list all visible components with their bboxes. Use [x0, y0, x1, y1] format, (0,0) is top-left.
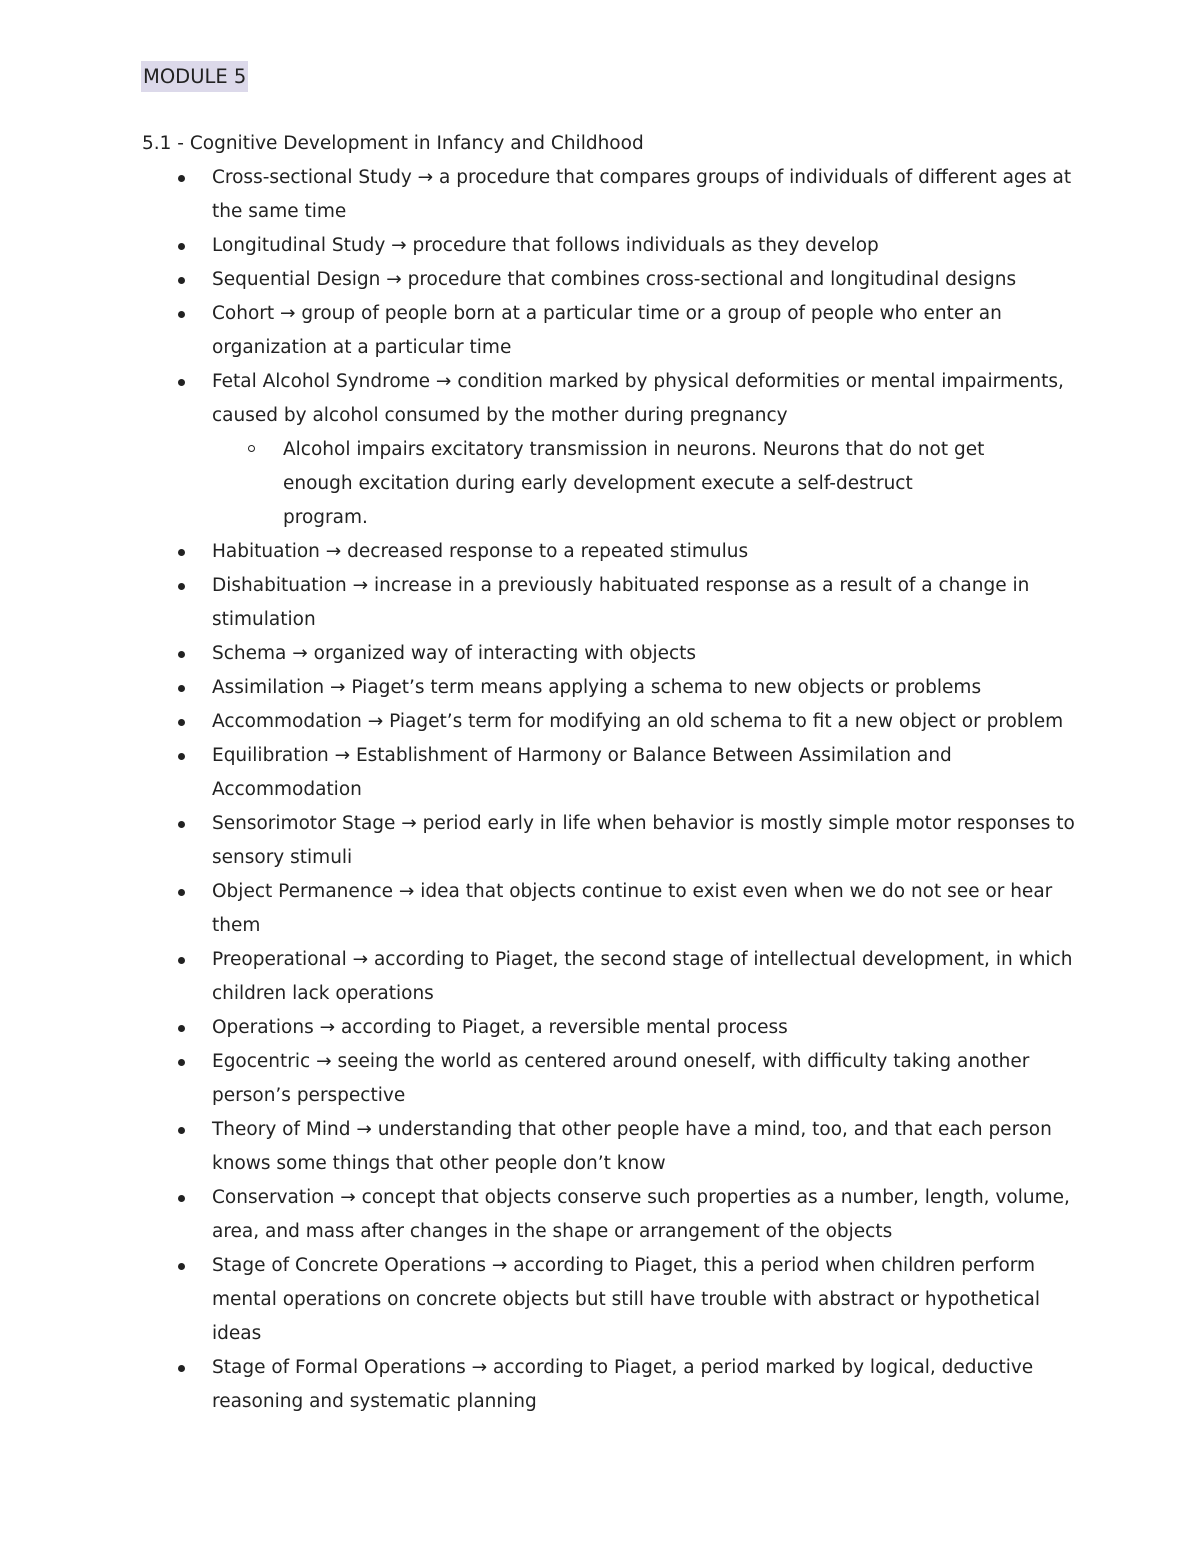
bullet-icon: [178, 821, 185, 828]
bullet-icon: [178, 583, 185, 590]
list-item: [0, 637, 1092, 671]
list-item: [0, 943, 1092, 1011]
list-item-text: Egocentric → seeing the world as centered around oneself, with difficulty taking another person’s perspective: [212, 1051, 1030, 1106]
hollow-bullet-icon: [248, 445, 255, 452]
bullet-icon: [178, 719, 185, 726]
list-item-text: Conservation → concept that objects conserve such properties as a number, length, volume, area, and mass after changes in the shape or arrangement of the objects: [212, 1187, 1070, 1242]
bullet-icon: [178, 1127, 185, 1134]
list-item: [0, 1249, 1092, 1351]
sub-list-item: [212, 433, 1003, 535]
list-item: [0, 365, 1092, 535]
list-item-text: Longitudinal Study → procedure that follows individuals as they develop: [212, 235, 879, 256]
list-item-text: Dishabituation → increase in a previously habituated response as a result of a change in stimulation: [212, 575, 1030, 630]
bullet-icon: [178, 889, 185, 896]
list-item: [0, 263, 1092, 297]
list-item: [0, 705, 1092, 739]
list-item-text: Assimilation → Piaget’s term means applying a schema to new objects or problems: [212, 677, 982, 698]
list-item-text: Preoperational → according to Piaget, the second stage of intellectual development, in which children lack operations: [212, 949, 1073, 1004]
list-item: [0, 535, 1092, 569]
list-item: [0, 807, 1092, 875]
list-item: [0, 229, 1092, 263]
sub-list: [212, 433, 1092, 535]
list-item-text: Stage of Concrete Operations → according to Piaget, this a period when children perform mental operations on concrete objects but still have trouble with abstract or hypothetical ideas: [212, 1255, 1041, 1344]
list-item-text: Operations → according to Piaget, a reversible mental process: [212, 1017, 788, 1038]
list-item: [0, 1351, 1092, 1419]
list-item: [0, 875, 1092, 943]
list-item: [0, 739, 1092, 807]
list-item: [0, 569, 1092, 637]
bullet-icon: [178, 1195, 185, 1202]
list-item: [0, 1045, 1092, 1113]
bullet-icon: [178, 277, 185, 284]
list-item-text: Cross-sectional Study → a procedure that compares groups of individuals of different ages at the same time: [212, 167, 1072, 222]
sub-list-item-text: Alcohol impairs excitatory transmission in neurons. Neurons that do not get enough excitation during early development execute a self-destruct program.: [283, 439, 985, 528]
bullet-icon: [178, 175, 185, 182]
bullet-icon: [178, 549, 185, 556]
module-title: MODULE 5: [141, 61, 248, 92]
list-item: [0, 297, 1092, 365]
list-item-text: Equilibration → Establishment of Harmony or Balance Between Assimilation and Accommodation: [212, 745, 952, 800]
list-item-text: Accommodation → Piaget’s term for modifying an old schema to fit a new object or problem: [212, 711, 1064, 732]
bullet-icon: [178, 957, 185, 964]
section-heading: 5.1 - Cognitive Development in Infancy and Childhood: [142, 133, 644, 154]
list-item-text: Fetal Alcohol Syndrome → condition marked by physical deformities or mental impairments, caused by alcohol consumed by the mother during pregnancy: [212, 371, 1064, 426]
bullet-icon: [178, 311, 185, 318]
list-item-text: Stage of Formal Operations → according to Piaget, a period marked by logical, deductive reasoning and systematic planning: [212, 1357, 1034, 1412]
bullet-icon: [178, 1365, 185, 1372]
list-item: [0, 1113, 1092, 1181]
list-item-text: Theory of Mind → understanding that other people have a mind, too, and that each person knows some things that other people don’t know: [212, 1119, 1052, 1174]
list-item-text: Sensorimotor Stage → period early in life when behavior is mostly simple motor responses to sensory stimuli: [212, 813, 1075, 868]
list-item-text: Sequential Design → procedure that combines cross-sectional and longitudinal designs: [212, 269, 1017, 290]
bullet-icon: [178, 685, 185, 692]
bullet-icon: [178, 753, 185, 760]
bullet-icon: [178, 243, 185, 250]
list-item: [0, 1011, 1092, 1045]
list-item: [0, 671, 1092, 705]
bullet-icon: [178, 379, 185, 386]
notes-list: [0, 161, 1200, 1419]
bullet-icon: [178, 1025, 185, 1032]
bullet-icon: [178, 1263, 185, 1270]
list-item-text: Object Permanence → idea that objects continue to exist even when we do not see or hear them: [212, 881, 1053, 936]
list-item: [0, 161, 1092, 229]
bullet-icon: [178, 1059, 185, 1066]
list-item-text: Schema → organized way of interacting with objects: [212, 643, 697, 664]
list-item: [0, 1181, 1092, 1249]
list-item-text: Habituation → decreased response to a repeated stimulus: [212, 541, 749, 562]
bullet-icon: [178, 651, 185, 658]
list-item-text: Cohort → group of people born at a particular time or a group of people who enter an organization at a particular time: [212, 303, 1002, 358]
